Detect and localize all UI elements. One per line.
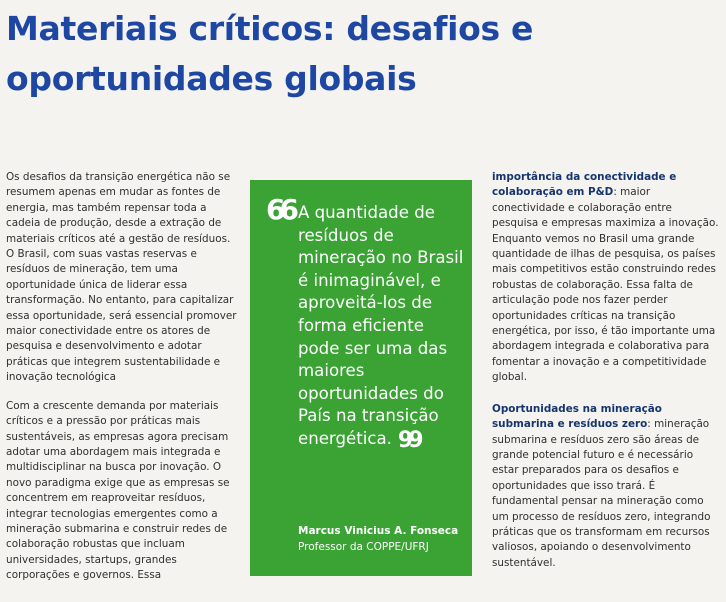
left-paragraph-1: Os desafios da transição energética não se resumem apenas em mudar as fontes de energia, mas também repensar toda a cadeia de produção, desde a extração de materiais críticos até a gestão de resíduos. O Brasil, com suas vastas reservas e resíduos de mineração, tem uma oportunidade única de liderar essa transformação. No entanto, para capitalizar essa oportunidade, será essencial promover maior conectividade entre os atores de pesquisa e desenvolvimento e adotar práticas que integrem sustentabilidade e inovação tecnológica <box>6 171 237 384</box>
section-text-connectivity: : maior conectividade e colaboração entre pesquisa e empresas maximiza a inovação. Enquanto vemos no Brasil uma grande quantidade de ilhas de pesquisa, os países mais competitivos estão construindo redes robustas de colaboração. Essa falta de articulação pode nos fazer perder oportunidades críticas na transição energética, por isso, é tão importante uma abordagem integrada e colaborativa para fomentar a inovação e a competitividade global. <box>492 186 719 384</box>
right-section-1 <box>492 170 720 386</box>
section-text-submarine: : mineração submarina e resíduos zero são áreas de grande potencial futuro e é necessário estar preparados para os desafios e oportunidades que isso trará. É fundamental pensar na mineração como um processo de resíduos zero, integrando práticas que os transformam em recursos valiosos, apoiando o desenvolvimento sustentável. <box>492 418 711 569</box>
section-heading-connectivity: importância da conectividade e colaboração em P&D <box>492 171 677 199</box>
pull-quote-text: A quantidade de resíduos de mineração no Brasil é inimaginável, e aproveitá-los de forma eficiente pode ser uma das maiores oportunidades do País na transição energética. <box>298 203 464 448</box>
quote-author-role: Professor da COPPE/UFRJ <box>298 541 429 553</box>
left-column <box>6 170 238 602</box>
open-quote-icon: 66 <box>266 193 293 226</box>
quote-author: Marcus Vinicius A. Fonseca <box>298 525 459 537</box>
pull-quote <box>298 202 466 453</box>
close-quote-icon: 99 <box>397 427 419 453</box>
right-section-2 <box>492 402 720 571</box>
article-title: Materiais críticos: desafios e oportunidades globais <box>6 9 534 98</box>
left-paragraph-2: Com a crescente demanda por materiais críticos e a pressão por práticas mais sustentáveis, as empresas agora precisam adotar uma abordagem mais integrada e multidisciplinar na busca por inovação. O novo paradigma exige que as empresas se concentrem em reaproveitar resíduos, integrar tecnologias emergentes como a mineração submarina e construir redes de colaboração robustas que incluam universidades, startups, grandes corporações e governos. Essa <box>6 399 230 582</box>
section-heading-submarine: Oportunidades na mineração submarina e resíduos zero <box>492 402 662 431</box>
right-column <box>492 170 720 584</box>
